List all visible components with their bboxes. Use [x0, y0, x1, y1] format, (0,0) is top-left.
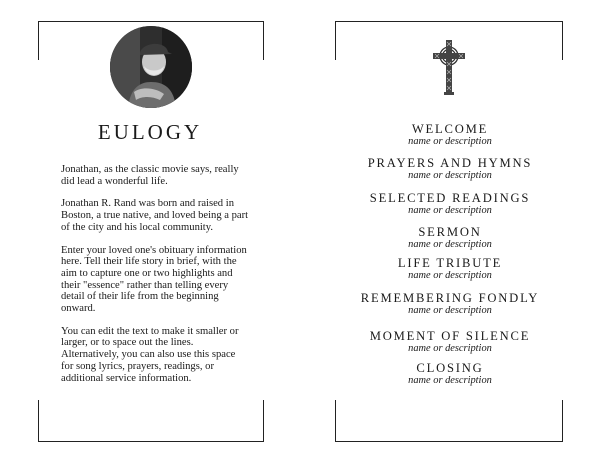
frame-left-bottom-line — [38, 400, 39, 442]
frame-bottom-line — [335, 441, 563, 442]
program-item-title: PRAYERS AND HYMNS — [367, 156, 533, 170]
eulogy-paragraph: Enter your loved one's obituary information here. Tell their life story in brief, with the aim to capture one or two highlights and their "essence" rather than telling every detail of their life from the beginning onward. — [61, 244, 247, 315]
celtic-cross-icon — [431, 38, 467, 96]
program-item-description: name or description — [408, 136, 492, 147]
program-item-title: CLOSING — [416, 361, 484, 375]
program-item — [300, 361, 600, 387]
frame-top-line — [38, 21, 264, 22]
frame-right-top-line — [562, 21, 563, 60]
program-item-description: name or description — [408, 205, 492, 216]
program-item-description: name or description — [408, 170, 492, 181]
program-item-description: name or description — [408, 270, 492, 281]
frame-right-bottom-line — [263, 400, 264, 442]
program-item — [300, 256, 600, 282]
program-item-title: REMEMBERING FONDLY — [360, 291, 540, 305]
program-item — [300, 122, 600, 148]
program-item — [300, 329, 600, 355]
program-page — [300, 0, 600, 464]
portrait-photo — [110, 26, 192, 108]
program-item-title: LIFE TRIBUTE — [397, 256, 503, 270]
program-item — [300, 225, 600, 251]
frame-right-bottom-line — [562, 400, 563, 442]
eulogy-title: EULOGY — [97, 120, 203, 144]
eulogy-body — [61, 164, 249, 395]
program-item-title: MOMENT OF SILENCE — [369, 329, 531, 343]
frame-top-line — [335, 21, 563, 22]
program-item-description: name or description — [408, 305, 492, 316]
frame-left-bottom-line — [335, 400, 336, 442]
program-item-title: SELECTED READINGS — [369, 191, 531, 205]
frame-right-top-line — [263, 21, 264, 60]
eulogy-paragraph: Jonathan R. Rand was born and raised in Boston, a true native, and loved being a part of the city and his local community. — [61, 198, 249, 233]
program-item — [300, 191, 600, 217]
eulogy-paragraph: You can edit the text to make it smaller or larger, or to space out the lines. Alternatively, you can also use this space for song lyrics, prayers, readings, or additional service information. — [61, 325, 239, 384]
frame-bottom-line — [38, 441, 264, 442]
frame-left-top-line — [38, 21, 39, 60]
program-item — [300, 291, 600, 317]
frame-left-top-line — [335, 21, 336, 60]
program-item-description: name or description — [408, 375, 492, 386]
program-item-description: name or description — [408, 239, 492, 250]
eulogy-paragraph: Jonathan, as the classic movie says, really did lead a wonderful life. — [61, 164, 239, 187]
program-item-title: WELCOME — [411, 122, 489, 136]
program-item — [300, 156, 600, 182]
program-item-description: name or description — [408, 343, 492, 354]
program-item-title: SERMON — [418, 225, 482, 239]
